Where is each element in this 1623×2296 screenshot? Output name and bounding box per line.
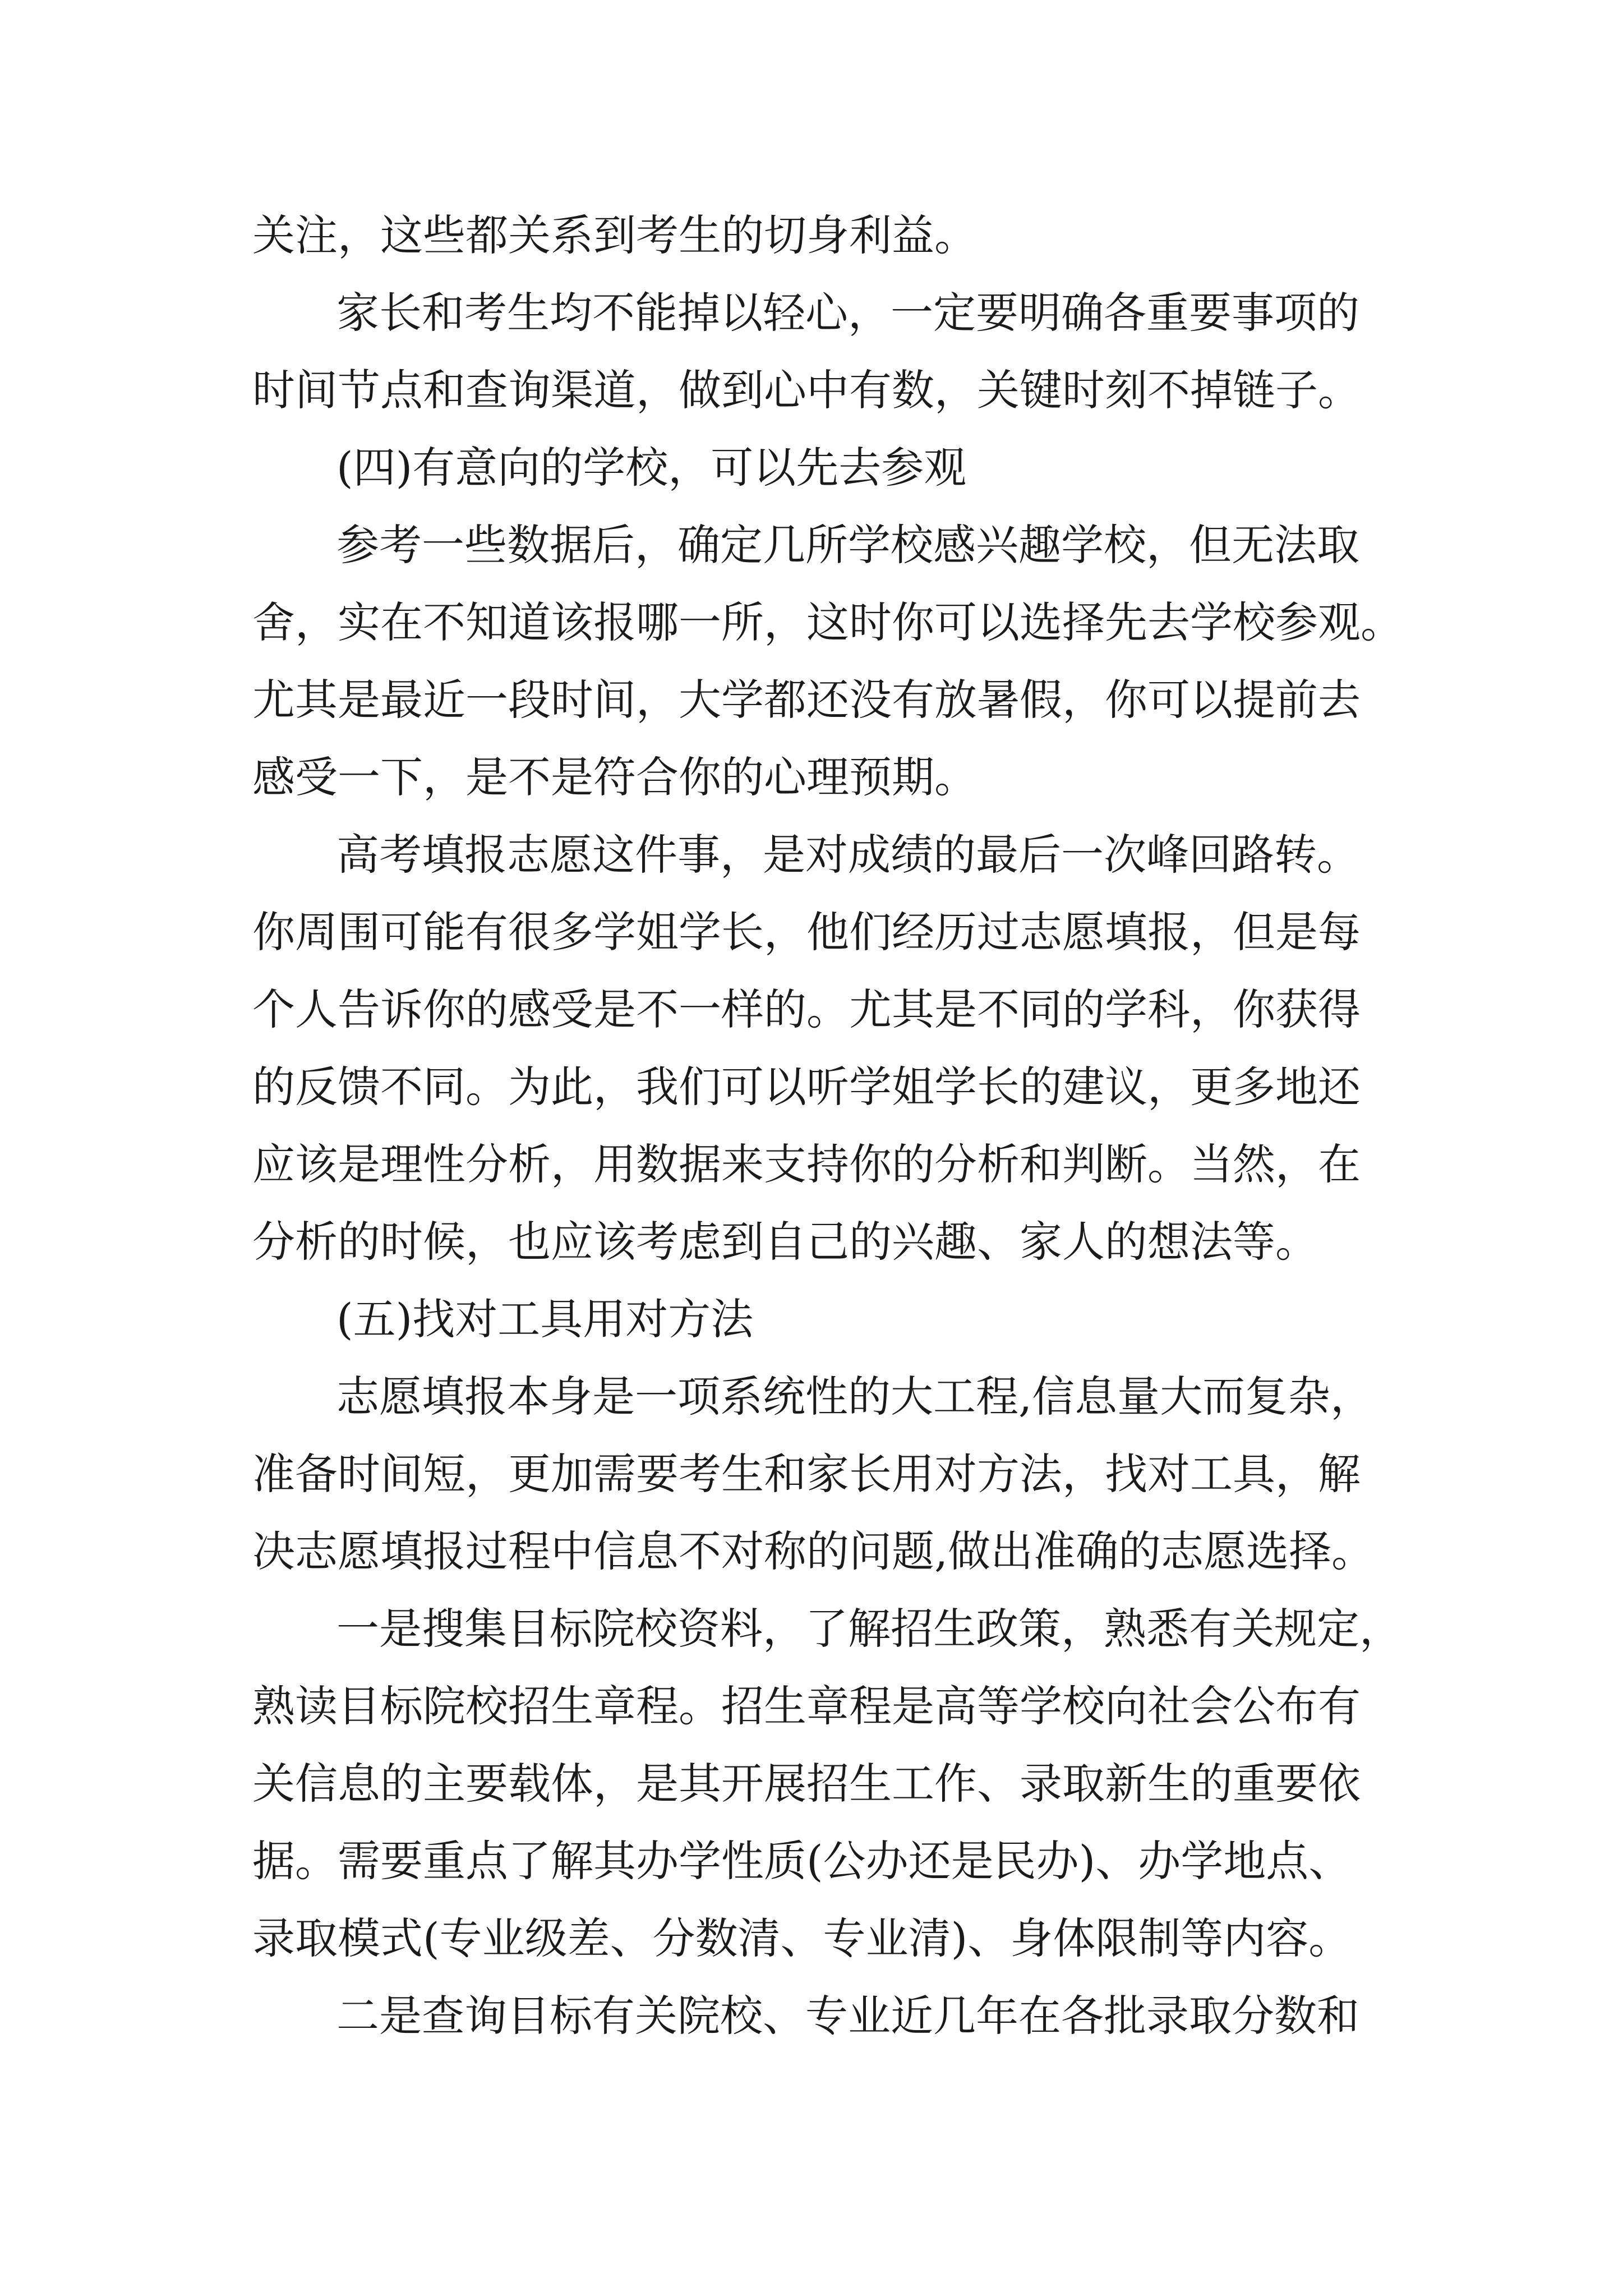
text-line: 个人告诉你的感受是不一样的。尤其是不同的学科，你获得 — [252, 984, 1361, 1034]
text-line: 你周围可能有很多学姐学长，他们经历过志愿填报，但是每 — [252, 907, 1361, 957]
paragraph-line: 二是查询目标有关院校、专业近几年在各批录取分数和 — [336, 1991, 1359, 2041]
text-line: 关注，这些都关系到考生的切身利益。 — [252, 210, 977, 260]
paragraph-line: 志愿填报本身是一项系统性的大工程,信息量大而复杂， — [336, 1372, 1373, 1421]
text-line: 决志愿填报过程中信息不对称的问题,做出准确的志愿选择。 — [252, 1526, 1375, 1576]
text-line: 录取模式(专业级差、分数清、专业清)、身体限制等内容。 — [252, 1913, 1352, 1963]
text-line: 关信息的主要载体，是其开展招生工作、录取新生的重要依 — [252, 1759, 1361, 1809]
section-heading: (四)有意向的学校，可以先去参观 — [336, 443, 967, 493]
paragraph-line: 家长和考生均不能掉以轻心，一定要明确各重要事项的 — [336, 288, 1359, 338]
text-line: 的反馈不同。为此，我们可以听学姐学长的建议，更多地还 — [252, 1062, 1361, 1112]
text-line: 尤其是最近一段时间，大学都还没有放暑假，你可以提前去 — [252, 675, 1361, 725]
text-line: 舍，实在不知道该报哪一所，这时你可以选择先去学校参观。 — [252, 597, 1403, 647]
paragraph-line: 参考一些数据后，确定几所学校感兴趣学校，但无法取 — [336, 520, 1359, 570]
text-line: 熟读目标院校招生章程。招生章程是高等学校向社会公布有 — [252, 1681, 1361, 1731]
text-line: 应该是理性分析，用数据来支持你的分析和判断。当然，在 — [252, 1139, 1361, 1189]
text-line: 分析的时候，也应该考虑到自己的兴趣、家人的想法等。 — [252, 1217, 1318, 1267]
text-line: 时间节点和查询渠道，做到心中有数，关键时刻不掉链子。 — [252, 365, 1361, 415]
paragraph-line: 高考填报志愿这件事，是对成绩的最后一次峰回路转。 — [336, 830, 1359, 880]
text-line: 准备时间短，更加需要考生和家长用对方法，找对工具，解 — [252, 1449, 1361, 1499]
section-heading: (五)找对工具用对方法 — [336, 1294, 754, 1344]
text-line: 感受一下，是不是符合你的心理预期。 — [252, 752, 977, 802]
paragraph-line: 一是搜集目标院校资料，了解招生政策，熟悉有关规定， — [336, 1604, 1402, 1654]
text-line: 据。需要重点了解其办学性质(公办还是民办)、办学地点、 — [252, 1836, 1352, 1886]
